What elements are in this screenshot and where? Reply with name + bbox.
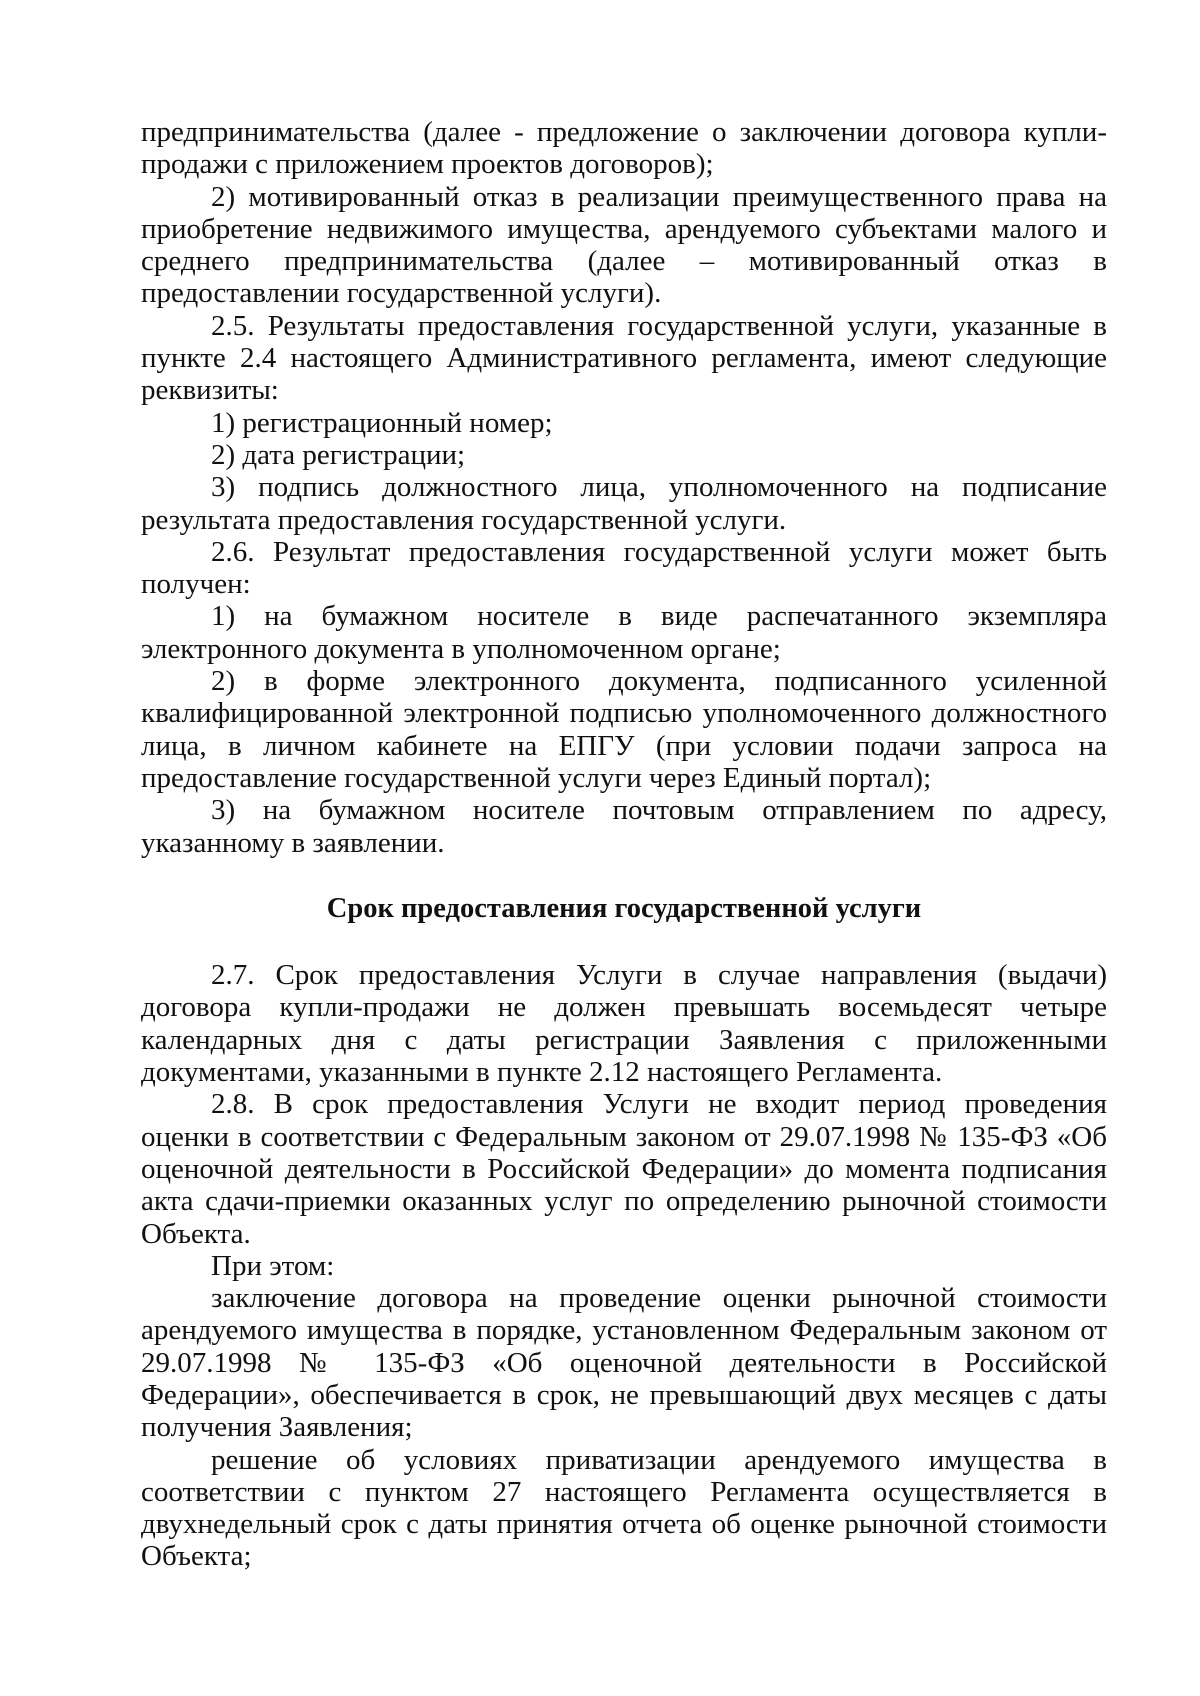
list-item-postal-delivery: 3) на бумажном носителе почтовым отправлением по адресу, указанному в заявлении. <box>141 794 1107 859</box>
section-heading: Срок предоставления государственной услуги <box>326 892 922 924</box>
spacer <box>141 925 1107 959</box>
paragraph-2-5: 2.5. Результаты предоставления государственной услуги, указанные в пункте 2.4 настоящего Административного регламента, имеют следующие реквизиты: <box>141 309 1107 407</box>
paragraph-valuation-contract: заключение договора на проведение оценки рыночной стоимости арендуемого имущества в порядке, установленном Федеральным законом от 29.07.1998 № 135-ФЗ «Об оценочной деятельности в Российской Федерации», обеспечивается в срок, не превышающий двух месяцев с даты получения Заявления; <box>141 1282 1107 1444</box>
document-body <box>141 116 1107 1573</box>
paragraph-2-7: 2.7. Срок предоставления Услуги в случае направления (выдачи) договора купли-продажи не должен превышать восемьдесят четыре календарных дня с даты регистрации Заявления с приложенными документами, указанными в пункте 2.12 настоящего Регламента. <box>141 959 1107 1089</box>
list-item-registration-number: 1) регистрационный номер; <box>211 406 553 439</box>
list-item-registration-date: 2) дата регистрации; <box>211 438 466 471</box>
paragraph-item-2-refusal: 2) мотивированный отказ в реализации преимущественного права на приобретение недвижимого имущества, арендуемого субъектами малого и среднего предпринимательства (далее – мотивированный отказ в предоставлении государственной услуги). <box>141 180 1107 310</box>
list-item-paper-in-office: 1) на бумажном носителе в виде распечатанного экземпляра электронного документа в уполномоченном органе; <box>141 600 1107 665</box>
paragraph-pri-etom: При этом: <box>211 1249 335 1282</box>
paragraph-continuation: предпринимательства (далее - предложение о заключении договора купли-продажи с приложением проектов договоров); <box>141 116 1107 181</box>
list-item-electronic-document: 2) в форме электронного документа, подписанного усиленной квалифицированной электронной подписью уполномоченного должностного лица, в личном кабинете на ЕПГУ (при условии подачи запроса на предоставление государственной услуги через Единый портал); <box>141 665 1107 794</box>
paragraph-privatization-decision: решение об условиях приватизации арендуемого имущества в соответствии с пунктом 27 настоящего Регламента осуществляется в двухнедельный срок с даты принятия отчета об оценке рыночной стоимости Объекта; <box>141 1443 1107 1573</box>
paragraph-2-6: 2.6. Результат предоставления государственной услуги может быть получен: <box>141 535 1107 601</box>
list-item-signature: 3) подпись должностного лица, уполномоченного на подписание результата предоставления государственной услуги. <box>141 471 1107 536</box>
spacer <box>141 859 1107 893</box>
paragraph-2-8: 2.8. В срок предоставления Услуги не входит период проведения оценки в соответствии с Федеральным законом от 29.07.1998 № 135-ФЗ «Об оценочной деятельности в Российской Федерации» до момента подписания акта сдачи-приемки оказанных услуг по определению рыночной стоимости Объекта. <box>141 1088 1107 1250</box>
